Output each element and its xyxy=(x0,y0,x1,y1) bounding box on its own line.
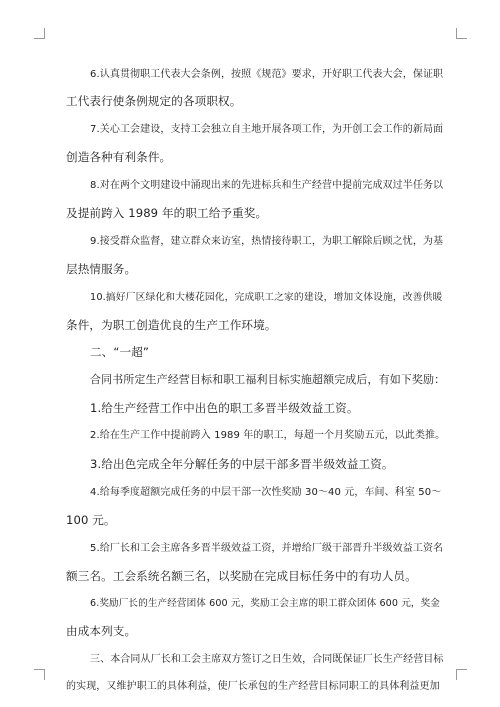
paragraph-line: 1.给生产经营工作中出色的职工多晋半级效益工资。 xyxy=(90,401,359,415)
crop-mark-bottom-right xyxy=(456,669,467,680)
paragraph-line: 由成本列支。 xyxy=(66,624,137,638)
paragraph-line: 6.认真贯彻职工代表大会条例，按照《规范》要求，开好职工代表大会，保证职 xyxy=(90,69,444,80)
paragraph-line: 创造各种有利条件。 xyxy=(66,150,172,164)
paragraph-line: 6.奖励厂长的生产经营团体 600 元，奖励工会主席的职工群众团体 600 元，奖金 xyxy=(90,598,440,609)
paragraph-line: 三、本合同从厂长和工会主席双方签订之日生效，合同既保证厂长生产经营目标 xyxy=(90,654,444,665)
section-heading: 二、“一超” xyxy=(90,345,149,359)
paragraph-line: 的实现，又维护职工的具体利益，使厂长承包的生产经营目标同职工的具体利益更加 xyxy=(66,681,440,692)
crop-mark-bottom-left xyxy=(34,669,45,680)
paragraph-line: 条件，为职工创造优良的生产工作环境。 xyxy=(66,318,277,332)
paragraph-line: 10.搞好厂区绿化和大楼花园化，完成职工之家的建设，增加文体设施，改善供暖 xyxy=(90,292,443,303)
crop-mark-top-left xyxy=(34,28,45,39)
paragraph-line: 合同书所定生产经营目标和职工福利目标实施超额完成后，有如下奖励： xyxy=(90,373,446,386)
paragraph-line: 3.给出色完成全年分解任务的中层干部多晋半级效益工资。 xyxy=(90,457,394,471)
paragraph-line: 层热情服务。 xyxy=(66,262,137,276)
paragraph-line: 100 元。 xyxy=(66,513,116,527)
paragraph-line: 工代表行使条例规定的各项职权。 xyxy=(66,94,242,108)
paragraph-line: 7.关心工会建设，支持工会独立自主地开展各项工作，为开创工会工作的新局面 xyxy=(90,124,444,135)
crop-mark-top-right xyxy=(456,28,467,39)
paragraph-line: 9.接受群众监督，建立群众来访室，热情接待职工，为职工解除后顾之忧，为基 xyxy=(90,236,444,247)
paragraph-line: 8.对在两个文明建设中涌现出来的先进标兵和生产经营中提前完成双过半任务以 xyxy=(90,180,444,191)
paragraph-line: 4.给每季度超额完成任务的中层干部一次性奖励 30～40 元，车间、科室 50～ xyxy=(90,487,442,498)
paragraph-line: 及提前跨入 1989 年的职工给予重奖。 xyxy=(66,206,268,220)
paragraph-line: 5.给厂长和工会主席各多晋半级效益工资，并增给厂级干部晋升半级效益工资名 xyxy=(90,543,444,554)
paragraph-line: 2.给在生产工作中提前跨入 1989 年的职工，每超一个月奖励五元，以此类推。 xyxy=(90,430,446,441)
paragraph-line: 额三名。工会系统名额三名，以奖励在完成目标任务中的有功人员。 xyxy=(66,569,417,583)
